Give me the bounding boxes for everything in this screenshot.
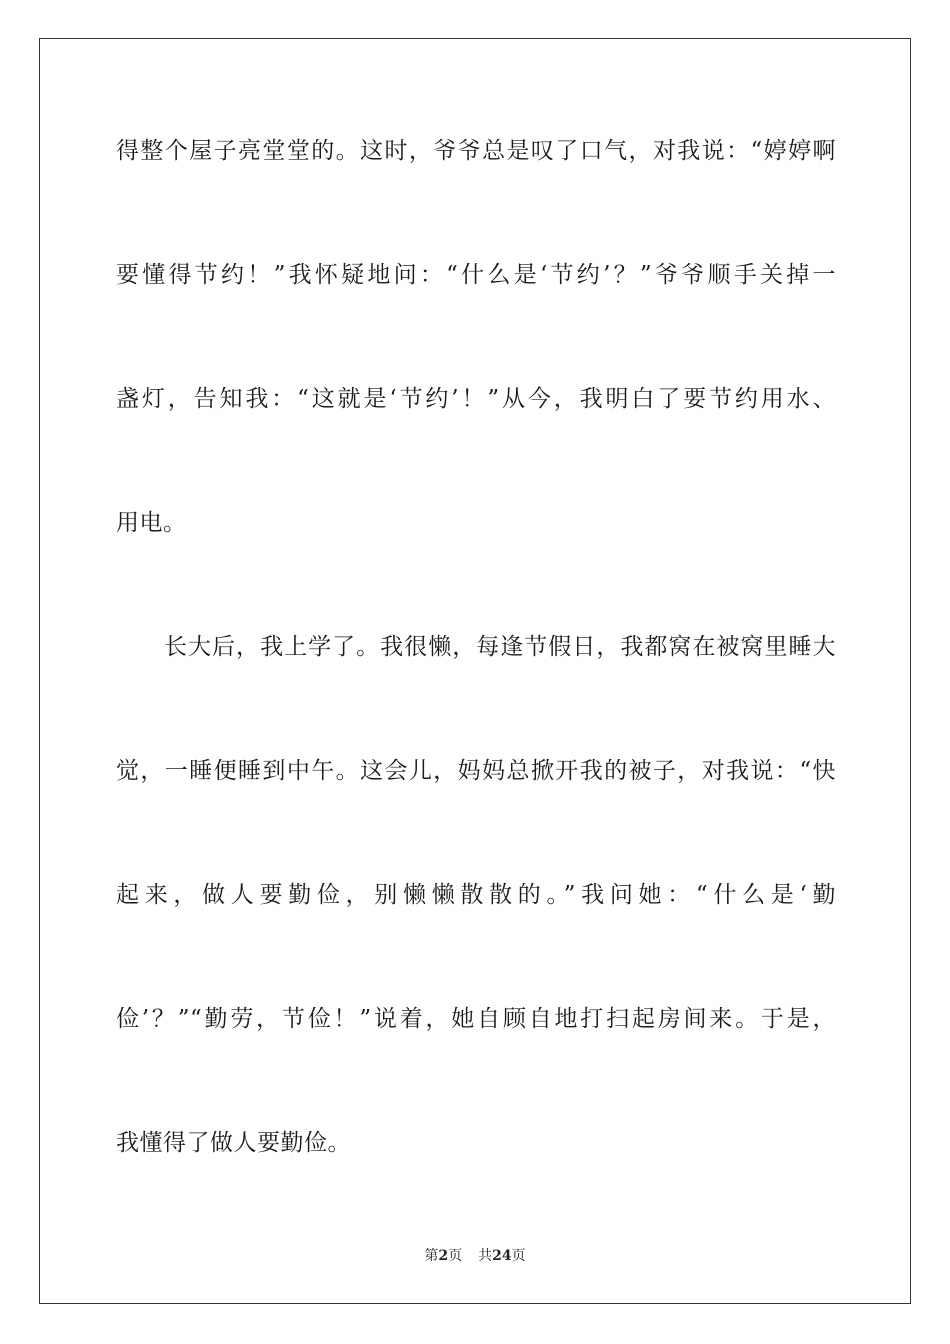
paragraph-line: 盏灯，告知我：“这就是‘节约’！”从今，我明白了要节约用水、 bbox=[116, 386, 836, 412]
paragraph-line: 我懂得了做人要勤俭。 bbox=[116, 1130, 351, 1156]
page-number-prefix: 第 bbox=[424, 1248, 439, 1264]
paragraph-line: 俭’？”“勤劳，节俭！”说着，她自顾自地打扫起房间来。于是， bbox=[116, 1006, 836, 1032]
page-total-suffix: 页 bbox=[511, 1248, 526, 1264]
paragraph-line: 长大后，我上学了。我很懒，每逢节假日，我都窝在被窝里睡大 bbox=[164, 634, 836, 660]
page-border bbox=[39, 38, 911, 1304]
page-number-current: 2 bbox=[438, 1248, 449, 1264]
page-total-prefix: 共 bbox=[478, 1248, 493, 1264]
paragraph-line: 得整个屋子亮堂堂的。这时，爷爷总是叹了口气，对我说：“婷婷啊 bbox=[116, 138, 836, 164]
paragraph-line: 觉，一睡便睡到中午。这会儿，妈妈总掀开我的被子，对我说：“快 bbox=[116, 758, 836, 784]
paragraph-line: 起来，做人要勤俭，别懒懒散散的。”我问她：“什么是‘勤 bbox=[116, 882, 836, 908]
paragraph-line: 用电。 bbox=[116, 510, 187, 536]
page-footer bbox=[0, 1247, 950, 1265]
paragraph-line: 要懂得节约！”我怀疑地问：“什么是‘节约’？”爷爷顺手关掉一 bbox=[116, 262, 836, 288]
page-total: 24 bbox=[492, 1248, 512, 1264]
page-number-suffix: 页 bbox=[448, 1248, 463, 1264]
